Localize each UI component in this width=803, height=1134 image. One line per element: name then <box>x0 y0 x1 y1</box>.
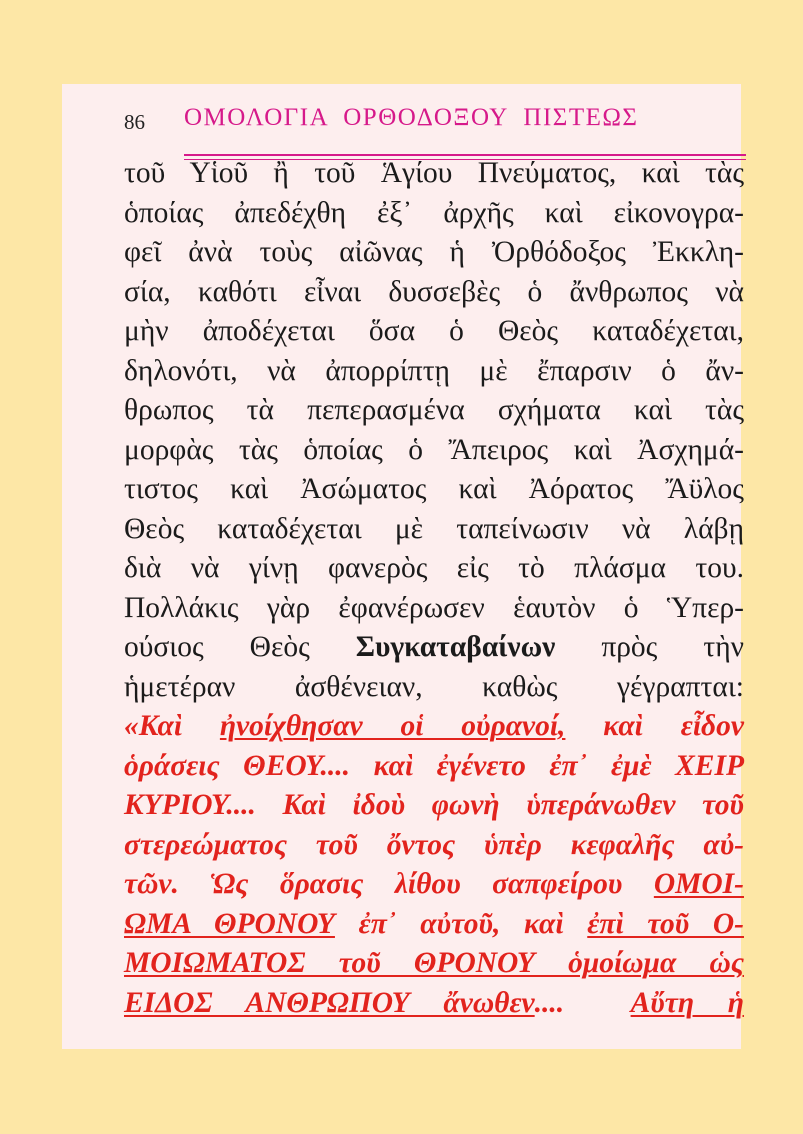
quote-line <box>124 865 744 905</box>
text-line: φεῖ ἀνὰ τοὺς αἰῶνας ἡ Ὀρθόδοξος Ἐκκλη- <box>124 236 744 268</box>
underlined-run: Αὔτη ἡ <box>630 986 744 1019</box>
page-header <box>124 104 744 144</box>
underlined-run: ἐπὶ τοῦ Ο- <box>587 907 744 940</box>
underlined-run: ΟΜΟΙ- <box>653 868 744 900</box>
text-run: ἐπ᾽ αὐτοῦ, καὶ <box>334 907 588 940</box>
bold-term: Συγκαταβαίνων <box>355 631 556 663</box>
text-line: Πολλάκις γὰρ ἐφανέρωσεν ἑαυτὸν ὁ Ὑπερ- <box>124 591 744 624</box>
text-line: μὴν ἀποδέχεται ὅσα ὁ Θεὸς καταδέχεται, <box>124 315 744 347</box>
text-line: ὁποίας ἀπεδέχθη ἐξ᾽ ἀρχῆς καὶ εἰκονογρα- <box>124 196 744 229</box>
text-line: σία, καθότι εἶναι δυσσεβὲς ὁ ἄνθρωπος νὰ <box>124 275 744 308</box>
quote-line: στερεώματος τοῦ ὄντος ὑπὲρ κεφαλῆς αὐ- <box>124 828 744 861</box>
underlined-run: ἠνοίχθησαν οἱ οὐρανοί, <box>219 710 566 742</box>
running-title: ΟΜΟΛΟΓΙΑ ΟΡΘΟΔΟΞΟΥ ΠΙΣΤΕΩΣ <box>184 104 639 131</box>
text-run: .... <box>534 986 631 1019</box>
body-text <box>124 154 744 1023</box>
quote-line: ὁράσεις ΘΕΟΥ.... καὶ ἐγένετο ἐπ᾽ ἐμὲ ΧΕΙΡ <box>124 749 744 782</box>
page-sheet <box>62 84 744 1049</box>
text-line <box>124 628 744 668</box>
text-line: τοῦ Υἱοῦ ἢ τοῦ Ἁγίου Πνεύματος, καὶ τὰς <box>124 157 744 189</box>
text-line: διὰ νὰ γίνῃ φανερὸς εἰς τὸ πλάσμα του. <box>124 552 744 584</box>
quote-line <box>124 707 744 747</box>
quote-line: ΜΟΙΩΜΑΤΟΣ τοῦ ΘΡΟΝΟΥ ὁμοίωμα ὡς <box>124 947 744 979</box>
text-line: μορφὰς τὰς ὁποίας ὁ Ἄπειρος καὶ Ἀσχημά- <box>124 433 744 466</box>
text-run: «Καὶ <box>124 710 220 742</box>
quote-line <box>124 984 744 1024</box>
text-line: Θεὸς καταδέχεται μὲ ταπείνωσιν νὰ λάβῃ <box>124 512 744 545</box>
quote-line <box>124 905 744 945</box>
text-run: τῶν. Ὡς ὅρασις λίθου σαπφείρου <box>124 868 654 900</box>
underlined-run: ΕΙΔΟΣ ΑΝΘΡΩΠΟΥ ἄνωθεν <box>124 986 535 1019</box>
text-run: ούσιος Θεὸς <box>124 631 356 663</box>
text-line: ἡμετέραν ἀσθένειαν, καθὼς γέγραπται: <box>124 670 744 703</box>
text-line: τιστος καὶ Ἀσώματος καὶ Ἀόρατος Ἄϋλος <box>124 473 744 505</box>
text-run: πρὸς τὴν <box>555 631 744 663</box>
text-line: δηλονότι, νὰ ἀπορρίπτῃ μὲ ἔπαρσιν ὁ ἄν- <box>124 354 744 387</box>
page-number: 86 <box>124 110 145 134</box>
quote-line: ΚΥΡΙΟΥ.... Καὶ ἰδοὺ φωνὴ ὑπεράνωθεν τοῦ <box>124 789 744 821</box>
underlined-run: ΩΜΑ ΘΡΟΝΟΥ <box>124 907 335 940</box>
text-run: καὶ εἶδον <box>565 710 744 742</box>
text-line: θρωπος τὰ πεπερασμένα σχήματα καὶ τὰς <box>124 394 744 426</box>
